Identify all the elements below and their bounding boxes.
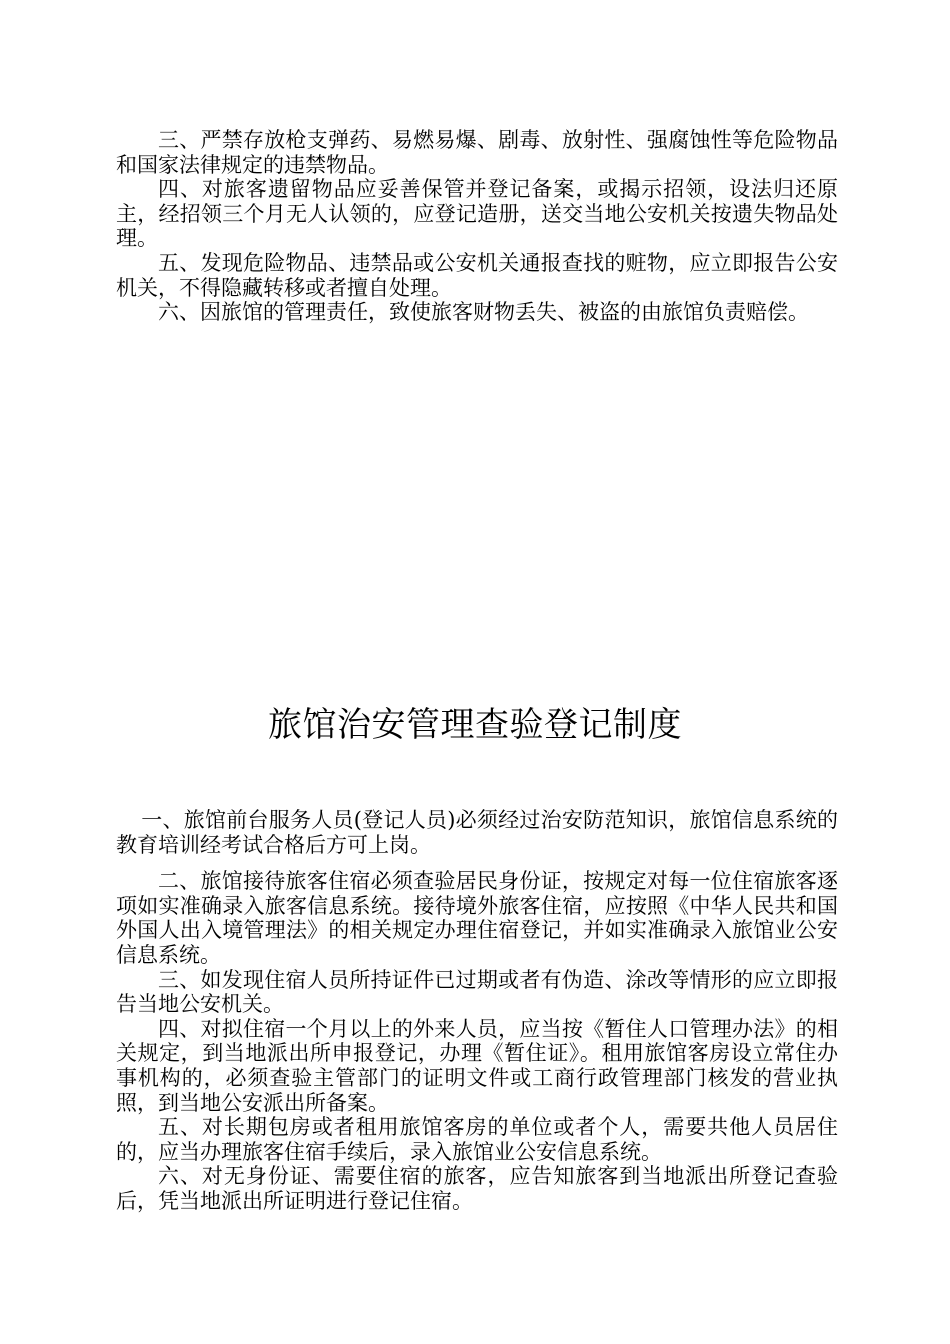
rule-item-3: 三、如发现住宿人员所持证件已过期或者有伪造、涂改等情形的应立即报告当地公安机关。 xyxy=(116,967,838,1017)
paragraph-item-3: 三、严禁存放枪支弹药、易燃易爆、剧毒、放射性、强腐蚀性等危险物品和国家法律规定的违禁物品。 xyxy=(116,128,838,177)
registration-rules xyxy=(116,808,838,1214)
paragraph-item-4: 四、对旅客遗留物品应妥善保管并登记备案，或揭示招领，设法归还原主，经招领三个月无人认领的，应登记造册，送交当地公安机关按遗失物品处理。 xyxy=(116,177,838,251)
rule-item-5: 五、对长期包房或者租用旅馆客房的单位或者个人，需要共他人员居住的，应当办理旅客住宿手续后，录入旅馆业公安信息系统。 xyxy=(116,1115,838,1164)
paragraph-item-6: 六、因旅馆的管理责任，致使旅客财物丢失、被盗的由旅馆负责赔偿。 xyxy=(158,300,809,325)
rule-item-1: 一、旅馆前台服务人员(登记人员)必须经过治安防范知识，旅馆信息系统的教育培训经考试合格后方可上岗。 xyxy=(116,808,838,857)
rule-item-2: 二、旅馆接待旅客住宿必须查验居民身份证，按规定对每一位住宿旅客逐项如实准确录入旅客信息系统。接待境外旅客住宿，应按照《中华人民共和国外国人出入境管理法》的相关规定办理住宿登记，并如实准确录入旅馆业公安信息系统。 xyxy=(116,869,838,967)
paragraph-item-5: 五、发现危险物品、违禁品或公安机关通报查找的赃物，应立即报告公安机关，不得隐藏转移或者擅自处理。 xyxy=(116,250,838,300)
document-title: 旅馆治安管理查验登记制度 xyxy=(268,705,682,745)
rule-item-4: 四、对拟住宿一个月以上的外来人员，应当按《暂住人口管理办法》的相关规定，到当地派出所申报登记，办理《暂住证》。租用旅馆客房设立常住办事机构的，必须查验主管部门的证明文件或工商行政管理部门核发的营业执照，到当地公安派出所备案。 xyxy=(116,1016,838,1115)
rule-item-6: 六、对无身份证、需要住宿的旅客，应告知旅客到当地派出所登记查验后，凭当地派出所证明进行登记住宿。 xyxy=(116,1164,838,1213)
regulation-continuation xyxy=(116,128,838,325)
